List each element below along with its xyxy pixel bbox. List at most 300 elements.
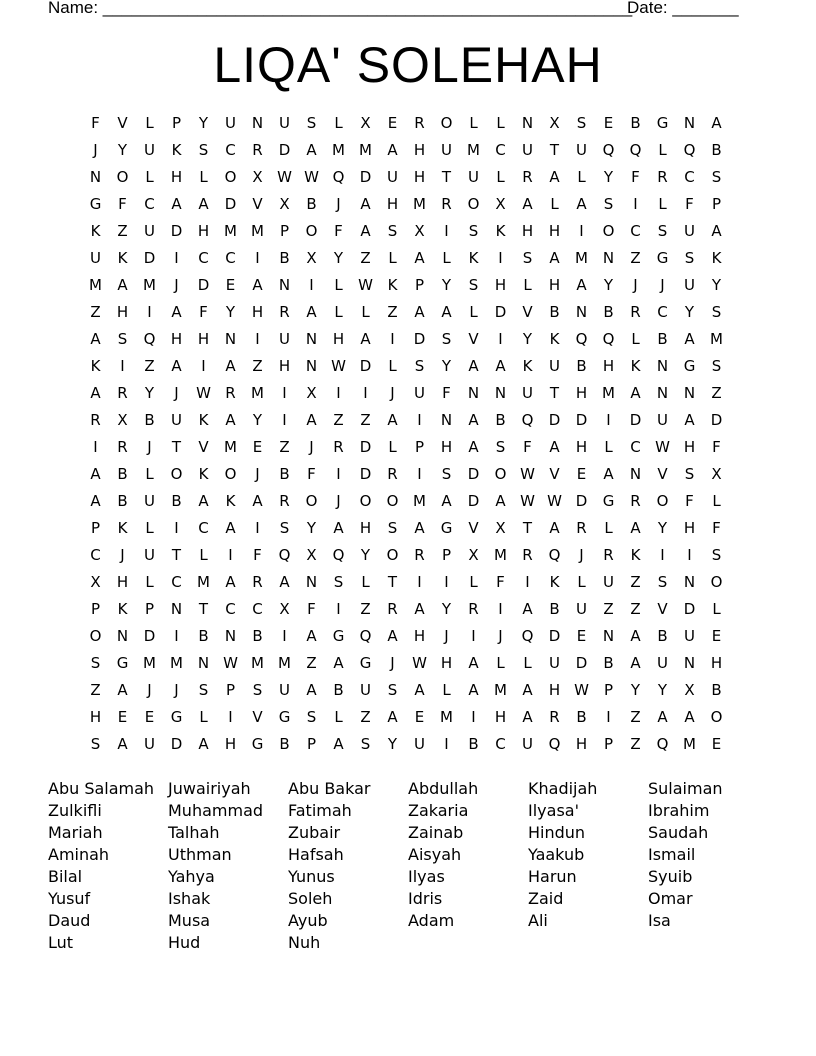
grid-letter: I <box>498 600 503 618</box>
grid-letter: S <box>90 654 101 672</box>
grid-letter: R <box>522 546 533 564</box>
grid-letter: G <box>602 492 615 510</box>
grid-letter: A <box>711 222 722 240</box>
grid-letter: K <box>630 357 641 375</box>
grid-letter: Z <box>144 357 155 375</box>
grid-letter: X <box>306 546 317 564</box>
word-bank-item: Fatimah <box>288 801 352 820</box>
grid-letter: U <box>387 168 398 186</box>
grid-letter: M <box>602 384 615 402</box>
grid-letter: R <box>522 168 533 186</box>
grid-letter: A <box>549 168 560 186</box>
grid-letter: D <box>467 492 480 510</box>
grid-letter: T <box>171 546 182 564</box>
word-bank-item: Ali <box>528 911 548 930</box>
grid-letter: C <box>495 735 506 753</box>
grid-letter: L <box>145 114 154 132</box>
grid-letter: H <box>386 195 399 213</box>
word-bank-item: Ilyas <box>408 867 445 886</box>
grid-letter: I <box>633 195 638 213</box>
grid-letter: D <box>170 735 183 753</box>
grid-row <box>82 731 732 758</box>
grid-letter: J <box>633 276 638 294</box>
grid-letter: B <box>279 465 290 483</box>
grid-letter: U <box>576 141 587 159</box>
grid-letter: Q <box>548 546 561 564</box>
grid-letter: E <box>252 438 263 456</box>
grid-letter: I <box>606 708 611 726</box>
word-bank-item: Omar <box>648 889 693 908</box>
word-bank-item: Juwairiyah <box>168 779 251 798</box>
grid-letter: Z <box>360 600 371 618</box>
grid-letter: Y <box>657 681 668 699</box>
grid-letter: C <box>252 600 263 618</box>
grid-row <box>82 596 732 623</box>
grid-letter: L <box>145 573 154 591</box>
grid-letter: D <box>548 411 561 429</box>
grid-letter: S <box>306 114 317 132</box>
grid-letter: I <box>417 573 422 591</box>
grid-letter: Y <box>522 330 533 348</box>
grid-letter: Y <box>360 546 371 564</box>
grid-letter: N <box>467 384 480 402</box>
grid-letter: I <box>282 627 287 645</box>
grid-letter: A <box>657 708 668 726</box>
grid-letter: K <box>711 249 722 267</box>
grid-letter: A <box>306 411 317 429</box>
grid-letter: L <box>469 573 478 591</box>
grid-letter: L <box>388 438 397 456</box>
grid-letter: N <box>197 654 210 672</box>
grid-letter: M <box>413 492 426 510</box>
grid-letter: Z <box>252 357 263 375</box>
grid-letter: A <box>306 141 317 159</box>
grid-letter: D <box>467 465 480 483</box>
grid-letter: G <box>332 627 345 645</box>
grid-letter: M <box>278 654 291 672</box>
grid-letter: L <box>496 114 505 132</box>
grid-letter: Z <box>630 708 641 726</box>
grid-letter: A <box>576 276 587 294</box>
grid-letter: A <box>549 438 560 456</box>
grid-letter: M <box>170 654 183 672</box>
word-bank-item: Isa <box>648 911 671 930</box>
grid-letter: M <box>251 222 264 240</box>
grid-letter: I <box>471 627 476 645</box>
grid-letter: N <box>494 384 507 402</box>
grid-letter: S <box>90 735 101 753</box>
grid-letter: A <box>522 681 533 699</box>
grid-letter: C <box>225 249 236 267</box>
grid-letter: M <box>89 276 102 294</box>
grid-letter: D <box>413 330 426 348</box>
grid-letter: A <box>630 384 641 402</box>
grid-letter: L <box>388 249 397 267</box>
grid-letter: M <box>683 735 696 753</box>
grid-letter: G <box>170 708 183 726</box>
grid-letter: Y <box>252 411 263 429</box>
grid-letter: E <box>603 114 614 132</box>
grid-letter: L <box>199 168 208 186</box>
grid-letter: K <box>198 465 209 483</box>
grid-row <box>82 218 732 245</box>
grid-letter: X <box>468 546 479 564</box>
grid-letter: D <box>683 600 696 618</box>
grid-letter: X <box>117 411 128 429</box>
grid-letter: F <box>712 438 721 456</box>
grid-letter: S <box>711 357 722 375</box>
grid-letter: M <box>143 276 156 294</box>
grid-letter: U <box>657 411 668 429</box>
grid-letter: N <box>683 573 696 591</box>
grid-letter: O <box>494 465 507 483</box>
grid-letter: B <box>468 735 479 753</box>
grid-letter: N <box>224 627 237 645</box>
grid-letter: Q <box>359 627 372 645</box>
grid-letter: R <box>333 438 344 456</box>
grid-letter: Y <box>306 519 317 537</box>
grid-letter: U <box>279 330 290 348</box>
grid-letter: B <box>279 249 290 267</box>
grid-letter: U <box>90 249 101 267</box>
grid-letter: P <box>306 735 317 753</box>
grid-letter: V <box>117 114 128 132</box>
grid-letter: I <box>336 600 341 618</box>
grid-letter: L <box>145 168 154 186</box>
grid-letter: O <box>89 627 102 645</box>
grid-letter: Q <box>683 141 696 159</box>
grid-letter: I <box>147 303 152 321</box>
grid-letter: U <box>144 222 155 240</box>
grid-letter: H <box>359 519 372 537</box>
word-bank-item: Hafsah <box>288 845 344 864</box>
word-bank-item: Saudah <box>648 823 709 842</box>
grid-letter: K <box>630 546 641 564</box>
grid-letter: I <box>336 384 341 402</box>
grid-letter: H <box>548 681 561 699</box>
word-bank-item: Aisyah <box>408 845 462 864</box>
grid-row <box>82 326 732 353</box>
grid-letter: L <box>712 492 721 510</box>
grid-letter: O <box>170 465 183 483</box>
grid-letter: X <box>711 465 722 483</box>
word-bank-item: Nuh <box>288 933 321 952</box>
grid-letter: S <box>576 114 587 132</box>
grid-letter: G <box>656 114 669 132</box>
grid-letter: Z <box>630 249 641 267</box>
grid-letter: J <box>174 276 179 294</box>
grid-letter: U <box>414 735 425 753</box>
grid-letter: C <box>630 222 641 240</box>
grid-letter: R <box>252 573 263 591</box>
grid-letter: T <box>171 438 182 456</box>
date-field-label: Date: _______ <box>627 0 739 17</box>
grid-letter: O <box>305 492 318 510</box>
grid-letter: R <box>279 303 290 321</box>
grid-letter: H <box>602 357 615 375</box>
grid-letter: H <box>710 654 723 672</box>
word-bank-item: Mariah <box>48 823 103 842</box>
grid-letter: A <box>630 519 641 537</box>
grid-row <box>82 407 732 434</box>
grid-letter: A <box>90 465 101 483</box>
grid-letter: P <box>90 519 101 537</box>
word-bank-item: Bilal <box>48 867 83 886</box>
grid-letter: F <box>631 168 640 186</box>
grid-letter: I <box>255 330 260 348</box>
grid-letter: M <box>359 141 372 159</box>
grid-letter: A <box>387 627 398 645</box>
grid-letter: N <box>683 384 696 402</box>
grid-letter: I <box>174 627 179 645</box>
grid-letter: C <box>225 141 236 159</box>
grid-letter: A <box>630 654 641 672</box>
word-bank-item: Zubair <box>288 823 341 842</box>
grid-letter: Q <box>575 330 588 348</box>
grid-letter: Y <box>117 141 128 159</box>
grid-letter: F <box>307 465 316 483</box>
grid-letter: L <box>550 195 559 213</box>
grid-letter: F <box>334 222 343 240</box>
grid-letter: R <box>630 492 641 510</box>
word-bank-item: Khadijah <box>528 779 598 798</box>
grid-row <box>82 488 732 515</box>
grid-letter: O <box>602 222 615 240</box>
grid-letter: Q <box>629 141 642 159</box>
grid-letter: A <box>252 492 263 510</box>
grid-letter: A <box>90 492 101 510</box>
grid-letter: L <box>361 303 370 321</box>
grid-letter: D <box>359 357 372 375</box>
grid-letter: Z <box>630 600 641 618</box>
grid-letter: N <box>683 654 696 672</box>
grid-letter: S <box>495 438 506 456</box>
grid-letter: Z <box>360 249 371 267</box>
grid-letter: B <box>495 411 506 429</box>
grid-letter: X <box>90 573 101 591</box>
grid-letter: I <box>444 573 449 591</box>
grid-letter: K <box>198 411 209 429</box>
grid-letter: I <box>120 357 125 375</box>
grid-letter: C <box>90 546 101 564</box>
grid-letter: R <box>117 384 128 402</box>
grid-letter: X <box>495 195 506 213</box>
grid-letter: Q <box>656 735 669 753</box>
word-bank-item: Yunus <box>288 867 335 886</box>
grid-letter: H <box>494 276 507 294</box>
grid-letter: U <box>522 384 533 402</box>
grid-letter: N <box>305 573 318 591</box>
grid-letter: K <box>387 276 398 294</box>
grid-letter: M <box>143 654 156 672</box>
grid-letter: R <box>603 546 614 564</box>
grid-letter: H <box>494 708 507 726</box>
grid-letter: M <box>440 708 453 726</box>
grid-letter: A <box>333 735 344 753</box>
grid-letter: Z <box>360 708 371 726</box>
grid-letter: O <box>224 465 237 483</box>
word-bank-item: Musa <box>168 911 211 930</box>
grid-letter: A <box>360 330 371 348</box>
grid-letter: A <box>333 654 344 672</box>
grid-letter: U <box>657 654 668 672</box>
grid-letter: J <box>147 438 152 456</box>
grid-letter: W <box>520 492 535 510</box>
grid-letter: R <box>225 384 236 402</box>
grid-row <box>82 245 732 272</box>
grid-letter: E <box>387 114 398 132</box>
grid-letter: H <box>251 303 264 321</box>
grid-letter: A <box>468 438 479 456</box>
grid-letter: L <box>631 330 640 348</box>
grid-letter: Z <box>90 303 101 321</box>
grid-letter: A <box>684 708 695 726</box>
grid-letter: C <box>225 600 236 618</box>
grid-letter: A <box>441 303 452 321</box>
grid-letter: S <box>468 276 479 294</box>
grid-letter: V <box>657 600 668 618</box>
grid-letter: W <box>547 492 562 510</box>
grid-letter: U <box>144 492 155 510</box>
grid-letter: S <box>279 519 290 537</box>
grid-letter: K <box>117 600 128 618</box>
grid-letter: I <box>498 249 503 267</box>
grid-letter: X <box>360 114 371 132</box>
grid-letter: F <box>523 438 532 456</box>
grid-letter: Q <box>521 627 534 645</box>
grid-letter: T <box>549 141 560 159</box>
grid-letter: I <box>498 330 503 348</box>
grid-letter: I <box>525 573 530 591</box>
grid-letter: I <box>390 330 395 348</box>
grid-letter: Y <box>441 276 452 294</box>
grid-letter: U <box>144 141 155 159</box>
grid-letter: M <box>494 546 507 564</box>
word-bank-item: Ilyasa' <box>528 801 579 820</box>
grid-letter: D <box>359 438 372 456</box>
word-bank-item: Muhammad <box>168 801 264 820</box>
grid-letter: O <box>710 573 723 591</box>
grid-letter: X <box>252 168 263 186</box>
grid-letter: K <box>171 141 182 159</box>
grid-letter: Z <box>711 384 722 402</box>
grid-letter: A <box>90 384 101 402</box>
grid-letter: L <box>145 465 154 483</box>
grid-letter: W <box>277 168 292 186</box>
grid-letter: L <box>361 573 370 591</box>
grid-letter: S <box>684 465 695 483</box>
word-bank-item: Daud <box>48 911 91 930</box>
grid-row <box>82 137 732 164</box>
grid-letter: L <box>469 114 478 132</box>
grid-letter: R <box>414 114 425 132</box>
grid-letter: R <box>576 519 587 537</box>
grid-letter: W <box>520 465 535 483</box>
grid-letter: O <box>116 168 129 186</box>
word-bank-item: Abu Bakar <box>288 779 371 798</box>
grid-letter: S <box>684 249 695 267</box>
grid-letter: I <box>282 384 287 402</box>
grid-letter: I <box>336 465 341 483</box>
grid-letter: N <box>89 168 102 186</box>
grid-letter: P <box>603 735 614 753</box>
grid-row <box>82 434 732 461</box>
grid-letter: U <box>684 222 695 240</box>
grid-letter: B <box>576 357 587 375</box>
grid-letter: M <box>494 681 507 699</box>
grid-letter: U <box>576 600 587 618</box>
grid-letter: A <box>630 627 641 645</box>
grid-row <box>82 353 732 380</box>
grid-letter: K <box>117 519 128 537</box>
grid-letter: E <box>117 708 128 726</box>
grid-letter: S <box>711 303 722 321</box>
word-bank-item: Idris <box>408 889 443 908</box>
grid-letter: R <box>117 438 128 456</box>
grid-letter: J <box>93 141 98 159</box>
word-bank-item: Yahya <box>168 867 215 886</box>
grid-letter: K <box>549 330 560 348</box>
grid-letter: S <box>360 735 371 753</box>
grid-letter: Q <box>602 141 615 159</box>
grid-letter: U <box>360 681 371 699</box>
grid-letter: S <box>711 546 722 564</box>
grid-letter: V <box>198 438 209 456</box>
grid-letter: H <box>170 168 183 186</box>
grid-letter: R <box>468 600 479 618</box>
grid-letter: Z <box>90 681 101 699</box>
grid-letter: P <box>711 195 722 213</box>
grid-letter: L <box>199 546 208 564</box>
grid-letter: L <box>442 249 451 267</box>
grid-letter: N <box>602 627 615 645</box>
grid-letter: Y <box>225 303 236 321</box>
grid-letter: M <box>251 384 264 402</box>
grid-letter: U <box>549 654 560 672</box>
grid-letter: A <box>198 492 209 510</box>
grid-letter: I <box>660 546 665 564</box>
header-line <box>48 0 748 21</box>
grid-letter: H <box>413 168 426 186</box>
grid-letter: S <box>252 681 263 699</box>
grid-letter: Z <box>630 573 641 591</box>
word-bank-item: Ishak <box>168 889 211 908</box>
grid-letter: I <box>606 411 611 429</box>
grid-letter: I <box>228 546 233 564</box>
grid-letter: C <box>198 249 209 267</box>
grid-letter: D <box>494 303 507 321</box>
grid-letter: D <box>224 195 237 213</box>
grid-letter: J <box>309 438 314 456</box>
word-bank-item: Hud <box>168 933 201 952</box>
grid-letter: H <box>116 303 129 321</box>
grid-letter: P <box>225 681 236 699</box>
grid-letter: A <box>414 249 425 267</box>
word-bank-item: Soleh <box>288 889 333 908</box>
grid-letter: H <box>683 438 696 456</box>
grid-letter: V <box>252 708 263 726</box>
grid-letter: J <box>147 681 152 699</box>
grid-letter: N <box>278 276 291 294</box>
grid-letter: A <box>414 519 425 537</box>
grid-letter: A <box>387 708 398 726</box>
grid-letter: G <box>359 654 372 672</box>
grid-letter: A <box>414 303 425 321</box>
grid-letter: B <box>306 195 317 213</box>
grid-row <box>82 380 732 407</box>
grid-letter: F <box>496 573 505 591</box>
grid-letter: H <box>332 330 345 348</box>
